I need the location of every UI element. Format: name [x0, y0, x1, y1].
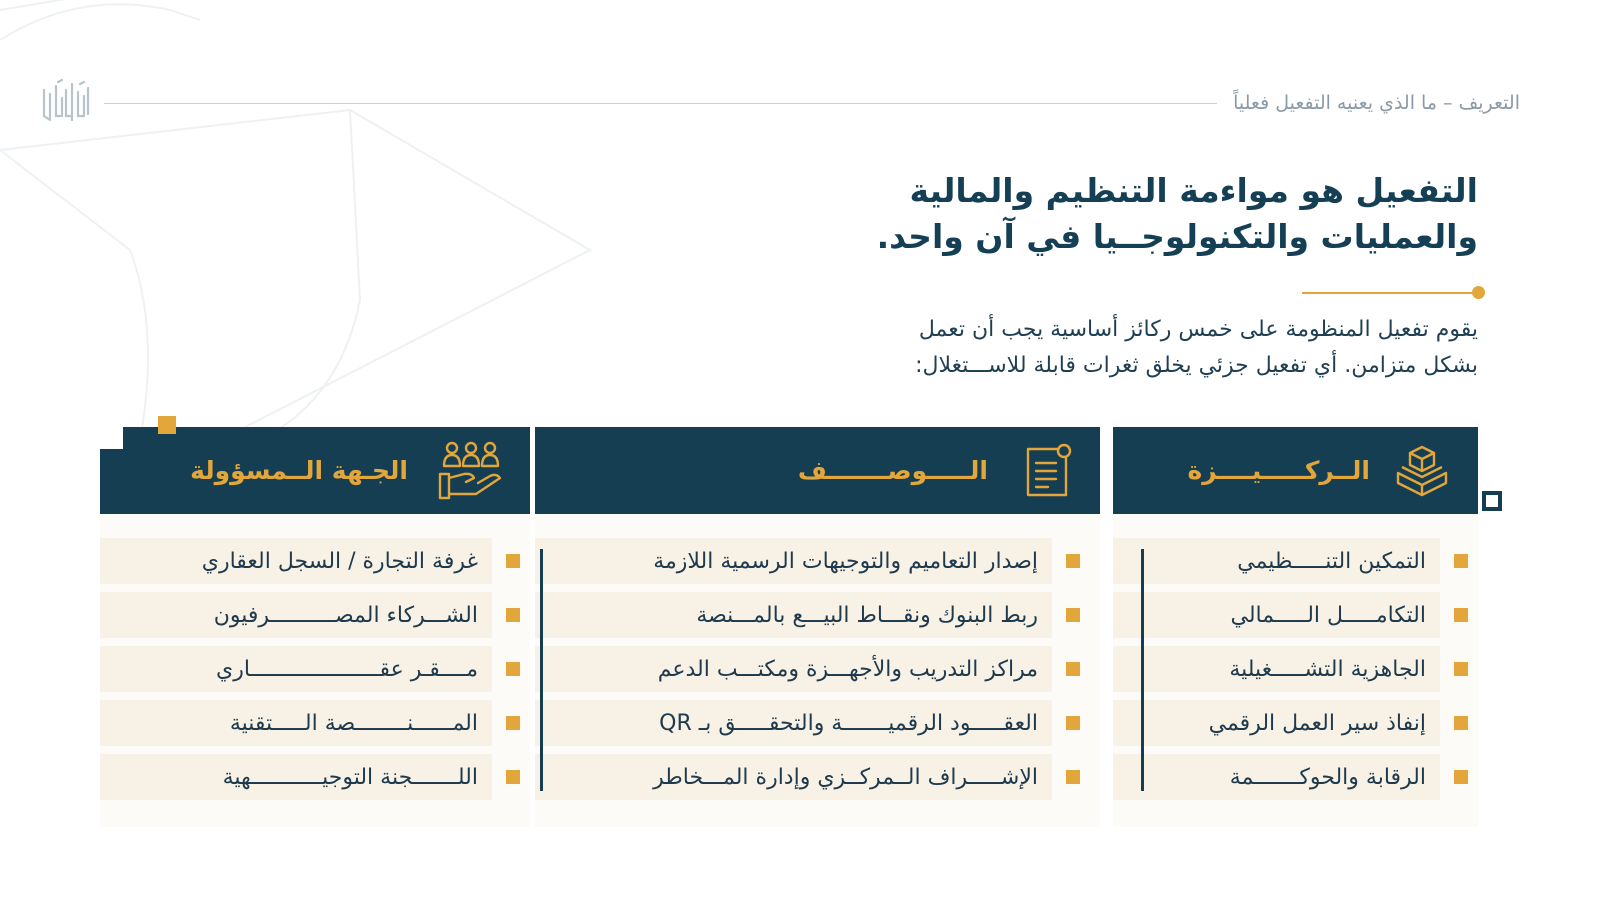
- list-item: [1113, 646, 1478, 692]
- list-item-text: الإشـــــراف الــمركــزي وإدارة المـــخاطر: [535, 754, 1052, 800]
- list-item: [535, 646, 1100, 692]
- description-column-title: الـــــوصـــــــف: [797, 456, 988, 485]
- bullet-marker: [506, 716, 520, 730]
- responsible-column-title: الجـهة الــمسؤولة: [190, 456, 408, 485]
- pillar-column-header: [1113, 427, 1478, 514]
- list-item-text: التمكين التنـــــظيمي: [1113, 538, 1440, 584]
- responsible-column: [100, 427, 530, 827]
- list-item-text: مراكز التدريب والأجهـــزة ومكتـــب الدعم: [535, 646, 1052, 692]
- description-list: [535, 514, 1100, 827]
- list-item-text: التكامـــــل الـــــمالي: [1113, 592, 1440, 638]
- bullet-marker: [506, 662, 520, 676]
- title-underline-dot: [1472, 286, 1485, 299]
- list-item-text: إصدار التعاميم والتوجيهات الرسمية اللازمة: [535, 538, 1052, 584]
- list-item-text: مــــقـر عقــــــــــــــــــــاري: [100, 646, 492, 692]
- people-hand-icon: [438, 440, 504, 502]
- bullet-marker: [1066, 662, 1080, 676]
- corner-notch-outline: [1482, 491, 1502, 511]
- list-item-text: الشـــركاء المصــــــــــرفيون: [100, 592, 492, 638]
- description-column-header: [535, 427, 1100, 514]
- list-item: [535, 538, 1100, 584]
- bullet-marker: [1454, 716, 1468, 730]
- bullet-marker: [1454, 662, 1468, 676]
- list-item: [535, 754, 1100, 800]
- intro-line-2: بشكل متزامن. أي تفعيل جزئي يخلق ثغرات قابلة للاســـتغلال:: [915, 353, 1478, 378]
- cube-layers-icon: [1392, 443, 1452, 499]
- pillar-column-title: الــركـــــيــــزة: [1187, 456, 1370, 485]
- document-icon: [1018, 441, 1074, 501]
- bullet-marker: [1066, 716, 1080, 730]
- list-item: [100, 592, 530, 638]
- list-item: [100, 646, 530, 692]
- responsible-column-header: [100, 427, 530, 514]
- list-item-text: العقـــــود الرقميـــــــة والتحقـــــق بـ QR: [535, 700, 1052, 746]
- list-item-text: اللـــــــجنة التوجيـــــــــــهية: [100, 754, 492, 800]
- pillar-list: [1113, 514, 1478, 827]
- breadcrumb-divider: [104, 103, 1217, 104]
- page-title-line-2: والعمليات والتكنولوجــيا في آن واحد.: [876, 217, 1478, 256]
- column-separator: [1141, 549, 1144, 791]
- breadcrumb-row: [104, 88, 1520, 118]
- background-decoration: [0, 0, 620, 460]
- breadcrumb: التعريف – ما الذي يعنيه التفعيل فعلياً: [1233, 92, 1520, 114]
- bullet-marker: [1454, 554, 1468, 568]
- list-item: [535, 592, 1100, 638]
- bullet-marker: [506, 770, 520, 784]
- title-underline: [1302, 292, 1474, 294]
- bullet-marker: [506, 608, 520, 622]
- list-item: [1113, 592, 1478, 638]
- list-item: [1113, 700, 1478, 746]
- column-separator: [540, 549, 543, 791]
- bullet-marker: [1066, 770, 1080, 784]
- intro-line-1: يقوم تفعيل المنظومة على خمس ركائز أساسية يجب أن تعمل: [918, 317, 1478, 342]
- page-title: [758, 168, 1478, 260]
- list-item: [100, 700, 530, 746]
- list-item: [1113, 538, 1478, 584]
- list-item-text: ربط البنوك ونقـــاط البيـــع بالمـــنصة: [535, 592, 1052, 638]
- corner-notch: [99, 425, 123, 449]
- bullet-marker: [1066, 554, 1080, 568]
- bullet-marker: [1066, 608, 1080, 622]
- bullet-marker: [1454, 608, 1468, 622]
- list-item-text: المــــــنــــــــصة الـــــتقنية: [100, 700, 492, 746]
- page-title-line-1: التفعيل هو مواءمة التنظيم والمالية: [909, 171, 1478, 210]
- responsible-list: [100, 514, 530, 827]
- list-item-text: الرقابة والحوكـــــــمة: [1113, 754, 1440, 800]
- list-item: [100, 754, 530, 800]
- list-item: [100, 538, 530, 584]
- bullet-marker: [506, 554, 520, 568]
- description-column: [535, 427, 1100, 827]
- brand-logo: [40, 76, 92, 128]
- list-item-text: إنفاذ سير العمل الرقمي: [1113, 700, 1440, 746]
- list-item-text: غرفة التجارة / السجل العقاري: [100, 538, 492, 584]
- list-item-text: الجاهزية التشـــــغيلية: [1113, 646, 1440, 692]
- list-item: [1113, 754, 1478, 800]
- intro-paragraph: [698, 312, 1478, 384]
- bullet-marker: [1454, 770, 1468, 784]
- list-item: [535, 700, 1100, 746]
- pillar-column: [1113, 427, 1478, 827]
- accent-square: [158, 416, 176, 434]
